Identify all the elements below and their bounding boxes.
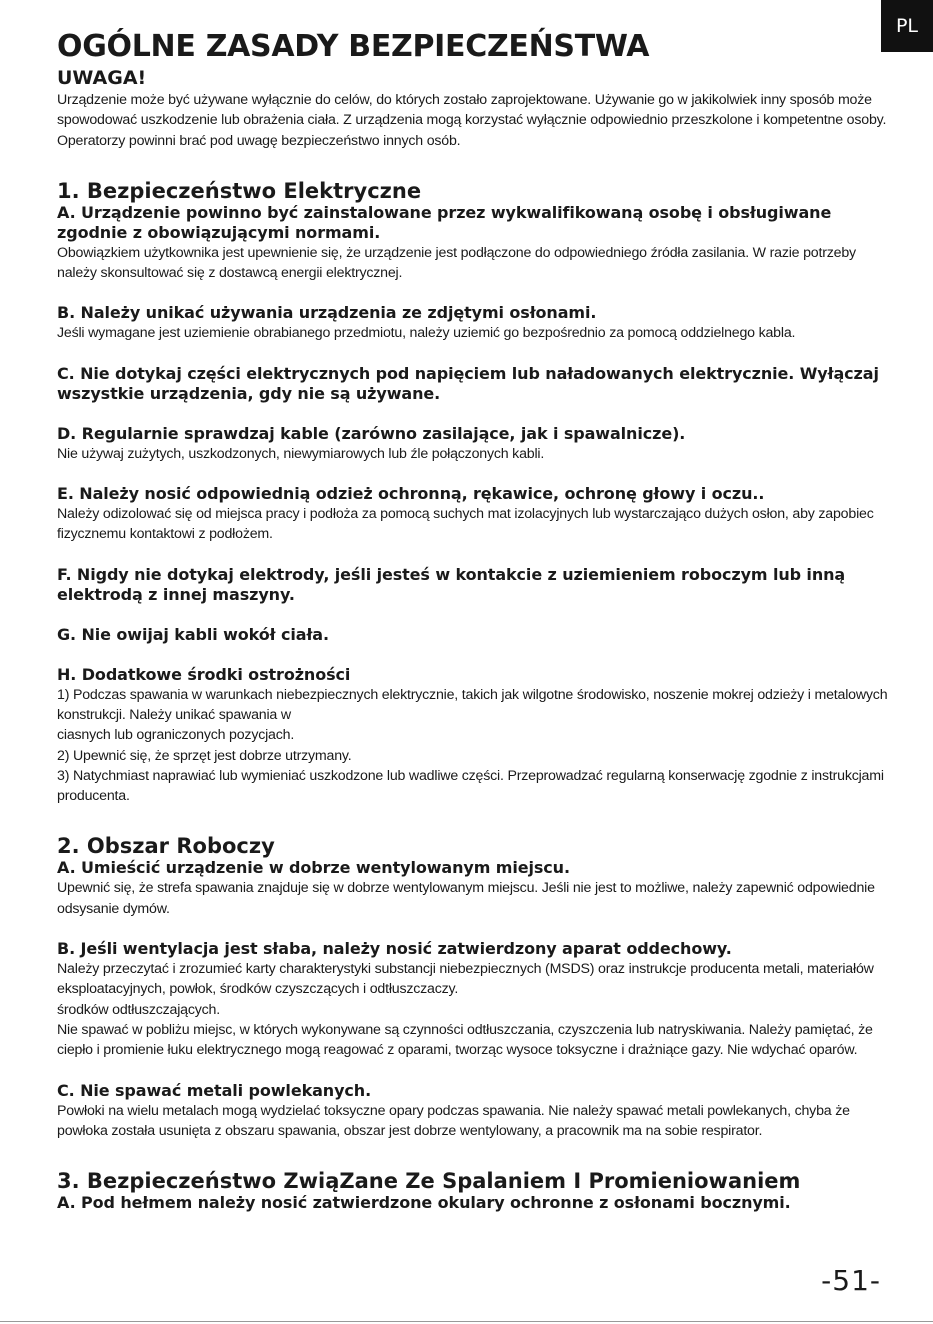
s2-b-line: środków odtłuszczających. — [57, 1001, 220, 1018]
bottom-divider — [0, 1321, 933, 1322]
section-3-title: 3. Bezpieczeństwo ZwiąZane Ze Spalaniem I Promieniowaniem — [57, 1169, 801, 1194]
s1-h-line: ciasnych lub ograniczonych pozycjach. — [57, 727, 295, 744]
s1-h-line: 1) Podczas spawania w warunkach niebezpiecznych elektrycznie, takich jak wilgotne środowisko, noszenie mokrej odzieży i metalowych konstrukcji. Należy unikać spawania w — [57, 686, 888, 723]
s1-h-title: H. Dodatkowe środki ostrożności — [57, 664, 351, 684]
s1-b-text: Jeśli wymagane jest uziemienie obrabianego przedmiotu, należy uziemić go bezpośrednio za pomocą oddzielnego kabla. — [57, 325, 796, 342]
page-title: OGÓLNE ZASADY BEZPIECZEŃSTWA — [57, 29, 650, 64]
s1-g-title: G. Nie owijaj kabli wokół ciała. — [57, 624, 329, 644]
s3-a-title: A. Pod hełmem należy nosić zatwierdzone okulary ochronne z osłonami bocznymi. — [57, 1193, 791, 1213]
s1-h-line: 2) Upewnić się, że sprzęt jest dobrze utrzymany. — [57, 747, 352, 764]
warning-heading: UWAGA! — [57, 67, 147, 89]
s1-d-title: D. Regularnie sprawdzaj kable (zarówno zasilające, jak i spawalnicze). — [57, 423, 686, 443]
s1-e-title: E. Należy nosić odpowiednią odzież ochronną, rękawice, ochronę głowy i oczu.. — [57, 484, 765, 504]
language-tab: PL — [881, 0, 933, 52]
s1-a-title: A. Urządzenie powinno być zainstalowane przez wykwalifikowaną osobę i obsługiwane zgodnie z obowiązującymi normami. — [57, 202, 832, 242]
page-number: -51- — [821, 1264, 881, 1297]
s2-a-text: Upewnić się, że strefa spawania znajduje się w dobrze wentylowanym miejscu. Jeśli nie jest to możliwe, należy zapewnić odpowiednie odsysanie dymów. — [57, 880, 875, 917]
s2-b-title: B. Jeśli wentylacja jest słaba, należy nosić zatwierdzony aparat oddechowy. — [57, 939, 732, 959]
s2-a-title: A. Umieścić urządzenie w dobrze wentylowanym miejscu. — [57, 858, 570, 878]
s2-b-line: Należy przeczytać i zrozumieć karty charakterystyki substancji niebezpiecznych (MSDS) oraz instrukcje producenta metali, materiałów eksploatacyjnych, powłok, środków czyszczących i odtłuszczaczy. — [57, 961, 874, 998]
s1-c-title: C. Nie dotykaj części elektrycznych pod napięciem lub naładowanych elektrycznie. Wyłączaj wszystkie urządzenia, gdy nie są używane. — [57, 363, 879, 403]
document-body — [57, 28, 893, 1213]
warning-text: Urządzenie może być używane wyłącznie do celów, do których zostało zaprojektowane. Używanie go w jakikolwiek inny sposób może spowodować uszkodzenie lub obrażenia ciała. Z urządzenia mogą korzystać wyłącznie odpowiednio przeszkolone i kompetentne osoby. Operatorzy powinni brać pod uwagę bezpieczeństwo innych osób. — [57, 92, 887, 149]
s2-c-text: Powłoki na wielu metalach mogą wydzielać toksyczne opary podczas spawania. Nie należy spawać metali powlekanych, chyba że powłoka została usunięta z obszaru spawania, obszar jest dobrze wentylowany, a pracownik ma na sobie respirator. — [57, 1102, 850, 1139]
s1-b-title: B. Należy unikać używania urządzenia ze zdjętymi osłonami. — [57, 303, 597, 323]
section-1-title: 1. Bezpieczeństwo Elektryczne — [57, 178, 422, 203]
section-2-title: 2. Obszar Roboczy — [57, 834, 275, 859]
s1-d-text: Nie używaj zużytych, uszkodzonych, niewymiarowych lub źle połączonych kabli. — [57, 445, 545, 462]
s1-a-text: Obowiązkiem użytkownika jest upewnienie się, że urządzenie jest podłączone do odpowiedniego źródła zasilania. W razie potrzeby należy skonsultować się z dostawcą energii elektrycznej. — [57, 244, 856, 282]
s1-h-line: 3) Natychmiast naprawiać lub wymieniać uszkodzone lub wadliwe części. Przeprowadzać regularną konserwację zgodnie z instrukcjami producenta. — [57, 767, 884, 805]
s1-e-text: Należy odizolować się od miejsca pracy i podłoża za pomocą suchych mat izolacyjnych lub wystarczająco dużych osłon, aby zapobiec fizycznemu kontaktowi z podłożem. — [57, 506, 874, 543]
s2-c-title: C. Nie spawać metali powlekanych. — [57, 1080, 372, 1100]
s1-f-title: F. Nigdy nie dotykaj elektrody, jeśli jesteś w kontakcie z uziemieniem roboczym lub inną elektrodą z innej maszyny. — [57, 564, 846, 604]
s2-b-line: Nie spawać w pobliżu miejsc, w których wykonywane są czynności odtłuszczania, czyszczenia lub natryskiwania. Należy pamiętać, że ciepło i promienie łuku elektrycznego mogą reagować z oparami, tworząc wysoce toksyczne i drażniące gazy. Nie wdychać oparów. — [57, 1021, 873, 1059]
